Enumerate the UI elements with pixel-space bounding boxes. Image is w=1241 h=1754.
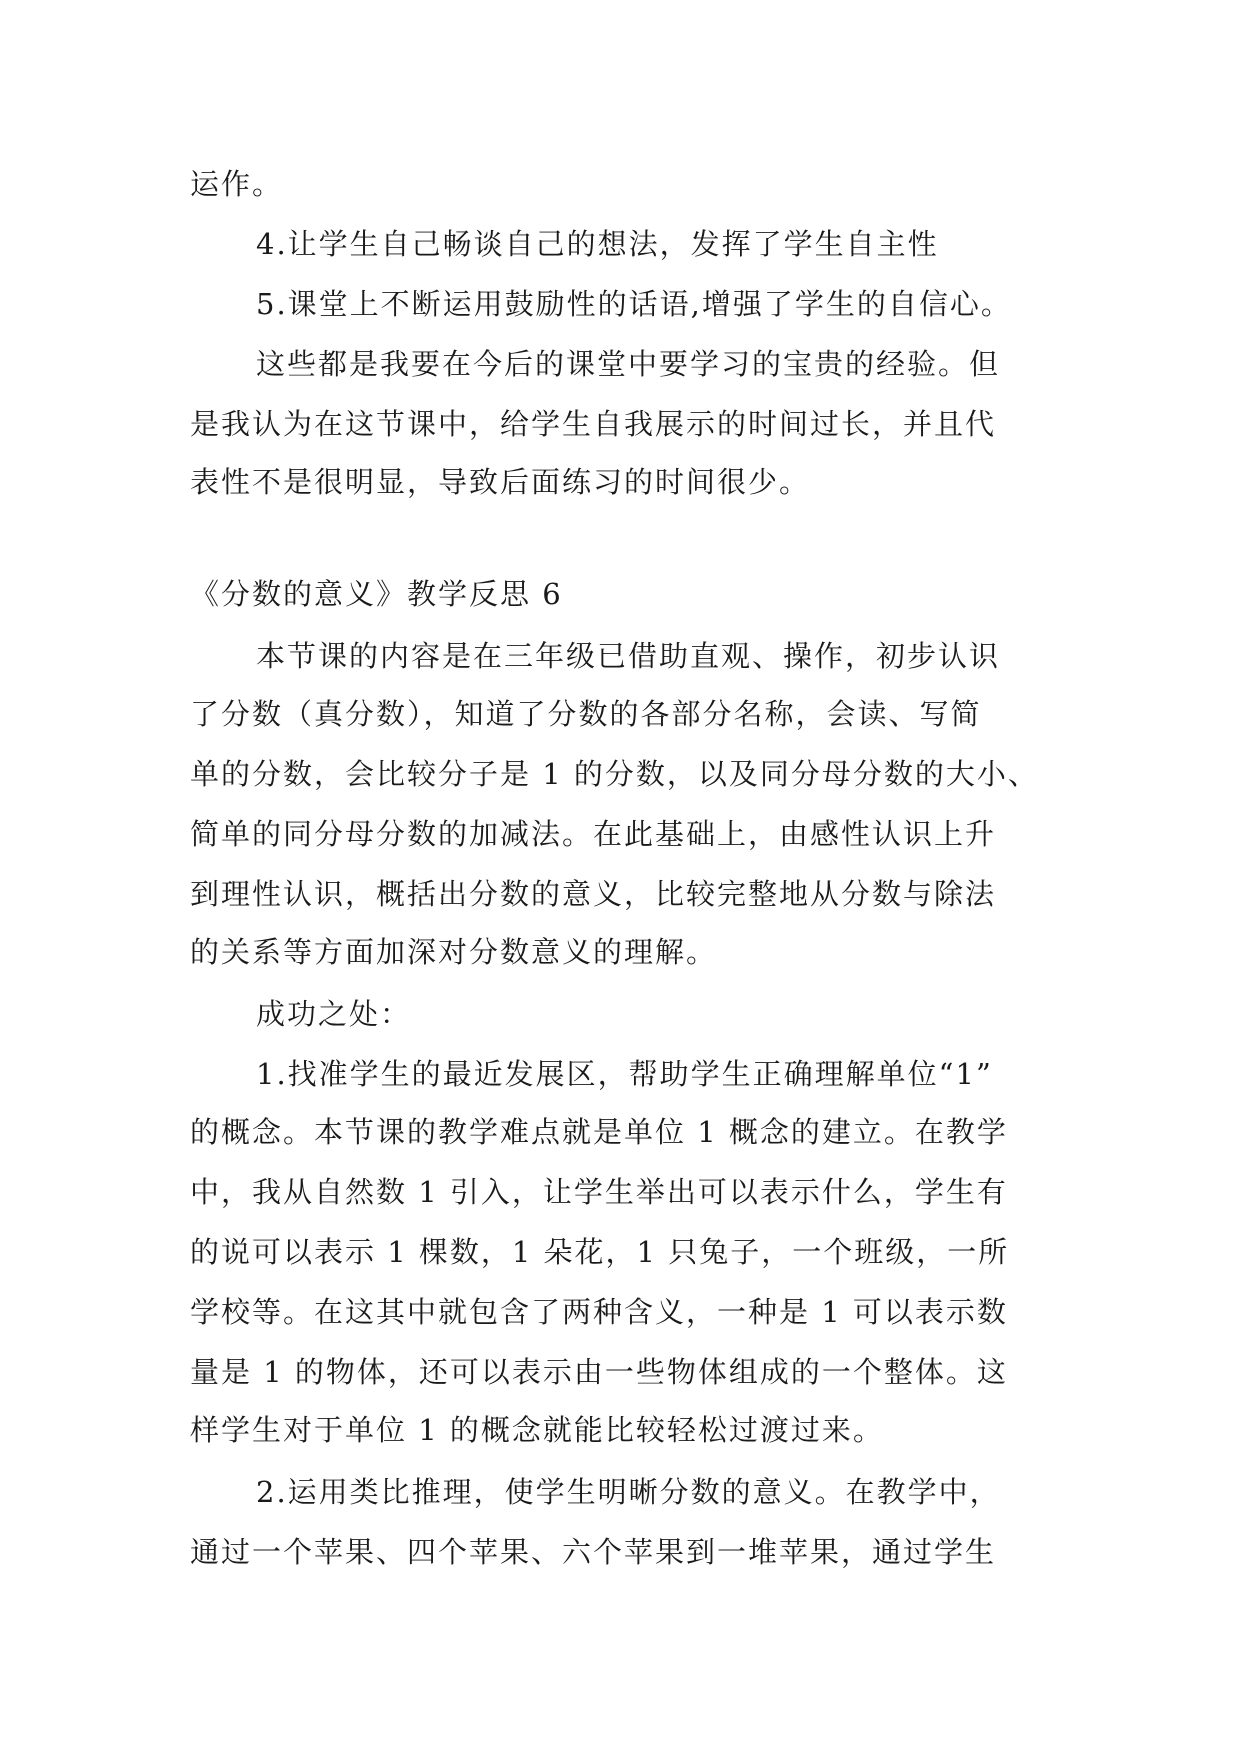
section-title: 《分数的意义》教学反思 6: [190, 577, 563, 611]
paragraph-line: 本节课的内容是在三年级已借助直观、操作，初步认识: [256, 639, 1001, 673]
paragraph-line: 简单的同分母分数的加减法。在此基础上，由感性认识上升: [190, 817, 997, 851]
list-item-2: 2.运用类比推理，使学生明晰分数的意义。在教学中，: [256, 1475, 1001, 1509]
paragraph-line: 运作。: [190, 167, 284, 201]
list-item-5: 5.课堂上不断运用鼓励性的话语,增强了学生的自信心。: [256, 287, 1012, 321]
paragraph-line: 样学生对于单位 1 的概念就能比较轻松过渡过来。: [190, 1413, 884, 1447]
list-item-4: 4.让学生自己畅谈自己的想法，发挥了学生自主性: [256, 227, 939, 261]
paragraph-line: 量是 1 的物体，还可以表示由一些物体组成的一个整体。这: [190, 1355, 1008, 1389]
paragraph-line: 的关系等方面加深对分数意义的理解。: [190, 935, 718, 969]
paragraph-line: 到理性认识，概括出分数的意义，比较完整地从分数与除法: [190, 877, 997, 911]
list-item-1: 1.找准学生的最近发展区，帮助学生正确理解单位“1”: [256, 1057, 993, 1091]
paragraph-line: 学校等。在这其中就包含了两种含义，一种是 1 可以表示数: [190, 1295, 1008, 1329]
paragraph-line: 了分数（真分数），知道了分数的各部分名称，会读、写简: [190, 697, 982, 731]
paragraph-line: 表性不是很明显，导致后面练习的时间很少。: [190, 465, 811, 499]
subheading: 成功之处：: [256, 997, 412, 1031]
paragraph-line: 单的分数，会比较分子是 1 的分数，以及同分母分数的大小、: [190, 757, 1039, 791]
paragraph-line: 中，我从自然数 1 引入，让学生举出可以表示什么，学生有: [190, 1175, 1008, 1209]
paragraph-line: 的说可以表示 1 棵数，1 朵花，1 只兔子，一个班级，一所: [190, 1235, 1010, 1269]
paragraph-line: 通过一个苹果、四个苹果、六个苹果到一堆苹果，通过学生: [190, 1535, 997, 1569]
paragraph-line: 这些都是我要在今后的课堂中要学习的宝贵的经验。但: [256, 347, 1001, 381]
paragraph-line: 的概念。本节课的教学难点就是单位 1 概念的建立。在教学: [190, 1115, 1008, 1149]
paragraph-line: 是我认为在这节课中，给学生自我展示的时间过长，并且代: [190, 407, 997, 441]
